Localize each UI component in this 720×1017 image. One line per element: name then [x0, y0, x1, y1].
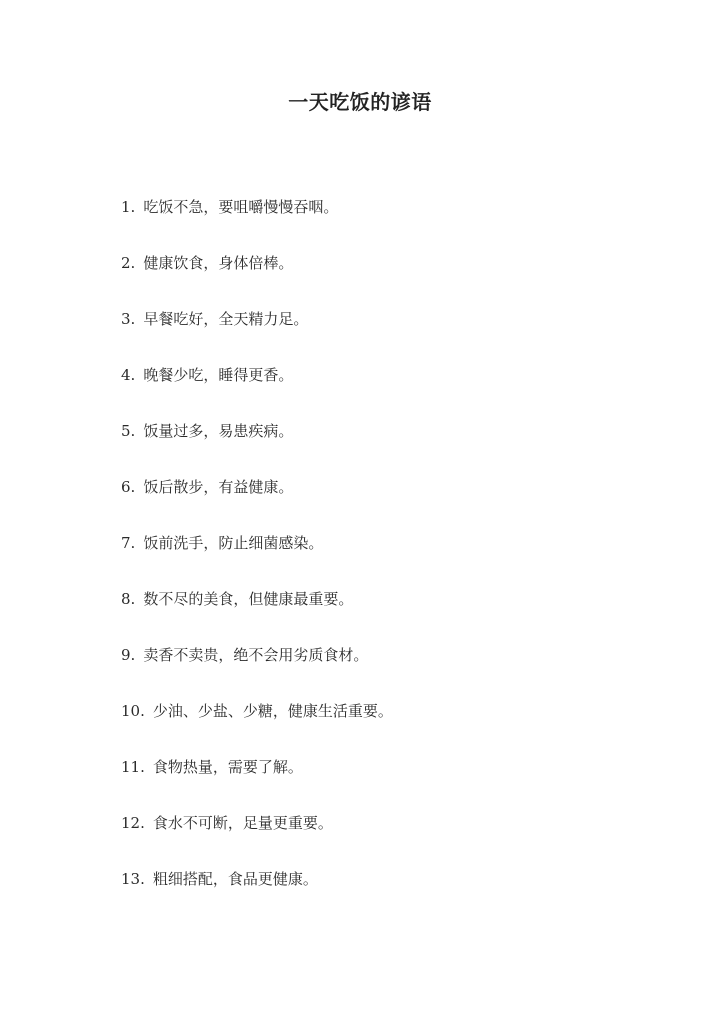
item-text: 食水不可断，足量更重要。 [152, 814, 333, 832]
item-number: 4. [121, 366, 136, 384]
item-number: 3. [121, 310, 136, 328]
list-item [121, 251, 393, 307]
item-number: 10. [121, 702, 145, 720]
list-item [121, 195, 393, 251]
item-text: 健康饮食，身体倍棒。 [143, 254, 294, 272]
list-item [121, 307, 393, 363]
item-number: 9. [121, 646, 136, 664]
item-number: 1. [121, 198, 136, 216]
item-text: 早餐吃好，全天精力足。 [143, 310, 309, 328]
item-text: 卖香不卖贵，绝不会用劣质食材。 [143, 646, 369, 664]
item-text: 少油、少盐、少糖，健康生活重要。 [152, 702, 393, 720]
item-number: 13. [121, 870, 145, 888]
item-number: 8. [121, 590, 136, 608]
item-text: 数不尽的美食，但健康最重要。 [143, 590, 354, 608]
item-text: 吃饭不急，要咀嚼慢慢吞咽。 [143, 198, 339, 216]
item-number: 6. [121, 478, 136, 496]
list-item [121, 811, 393, 867]
list-item [121, 587, 393, 643]
item-number: 7. [121, 534, 136, 552]
list-item [121, 699, 393, 755]
proverb-list [121, 195, 393, 923]
list-item [121, 755, 393, 811]
item-text: 饭量过多，易患疾病。 [143, 422, 294, 440]
item-number: 11. [121, 758, 145, 776]
item-text: 饭前洗手，防止细菌感染。 [143, 534, 324, 552]
list-item [121, 643, 393, 699]
list-item [121, 363, 393, 419]
item-text: 晚餐少吃，睡得更香。 [143, 366, 294, 384]
item-number: 5. [121, 422, 136, 440]
item-number: 12. [121, 814, 145, 832]
item-text: 饭后散步，有益健康。 [143, 478, 294, 496]
list-item [121, 475, 393, 531]
item-text: 食物热量，需要了解。 [152, 758, 303, 776]
list-item [121, 867, 393, 923]
list-item [121, 531, 393, 587]
item-text: 粗细搭配，食品更健康。 [152, 870, 318, 888]
item-number: 2. [121, 254, 136, 272]
document-title: 一天吃饭的谚语 [288, 90, 432, 114]
list-item [121, 419, 393, 475]
